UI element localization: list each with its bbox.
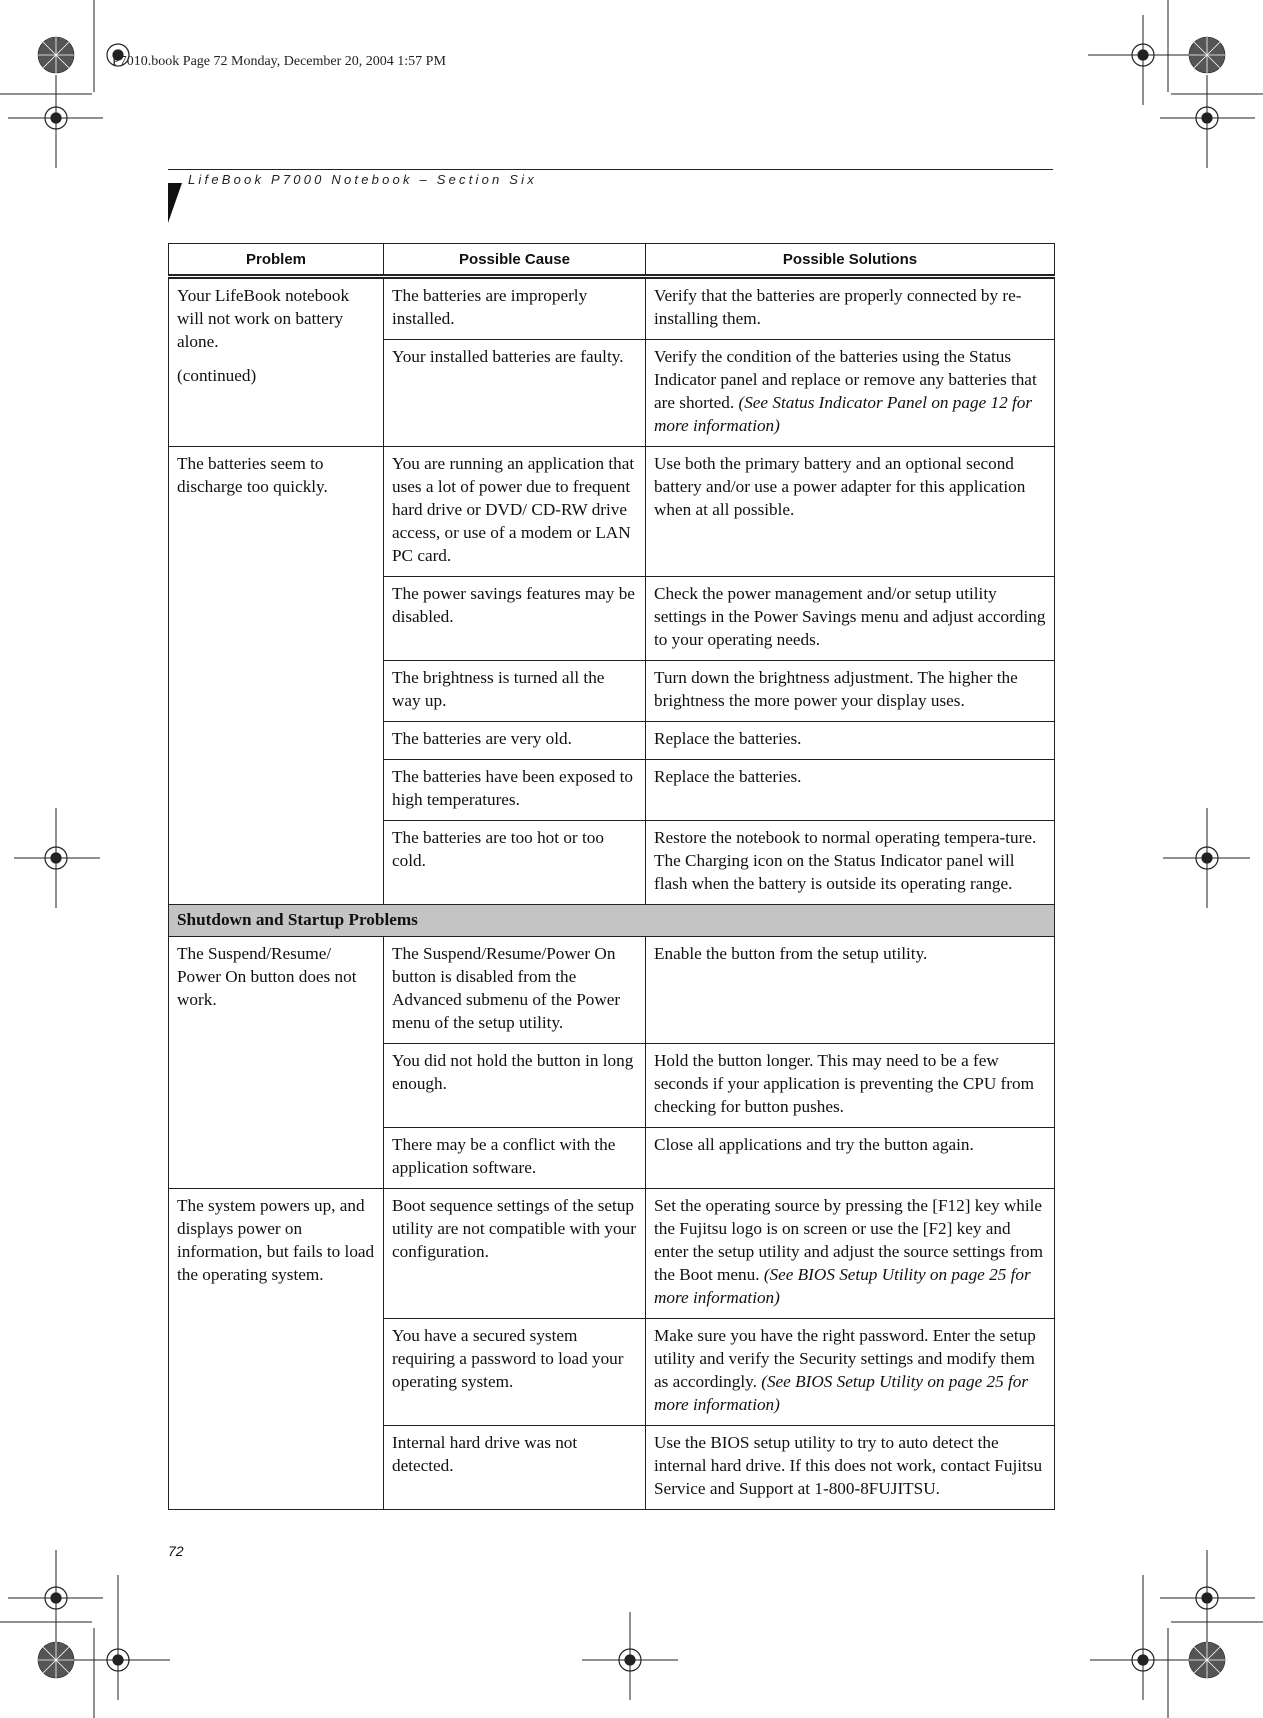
troubleshooting-table (168, 243, 1055, 1510)
cause-cell: The batteries are too hot or too cold. (384, 821, 646, 905)
solution-cell: Enable the button from the setup utility. (646, 937, 1055, 1044)
solution-cell: Verify that the batteries are properly connected by re-installing them. (646, 277, 1055, 340)
solution-cell: Turn down the brightness adjustment. The higher the brightness the more power your display uses. (646, 661, 1055, 722)
table-row (169, 447, 1055, 577)
solution-cell (646, 1319, 1055, 1426)
cause-cell: Internal hard drive was not detected. (384, 1426, 646, 1510)
problem-cell: The Suspend/Resume/ Power On button does not work. (169, 937, 384, 1189)
solution-text: Verify the condition of the batteries using the Status Indicator panel and replace or remove any batteries that are shorted. (654, 347, 1037, 412)
problem-cell: The system powers up, and displays power on information, but fails to load the operating system. (169, 1189, 384, 1510)
solution-cell: Hold the button longer. This may need to be a few seconds if your application is preventing the CPU from checking for button pushes. (646, 1044, 1055, 1128)
header-rule (168, 169, 1053, 170)
header-tab-mark (168, 183, 182, 223)
cause-cell: You are running an application that uses a lot of power due to frequent hard drive or DVD/ CD-RW drive access, or use of a modem or LAN PC card. (384, 447, 646, 577)
header-possible-solutions: Possible Solutions (646, 244, 1055, 277)
cross-reference: (See BIOS Setup Utility on page 25 for more information) (654, 1265, 1031, 1307)
solution-cell: Restore the notebook to normal operating tempera-ture. The Charging icon on the Status Indicator panel will flash when the battery is outside its operating range. (646, 821, 1055, 905)
cause-cell: Your installed batteries are faulty. (384, 340, 646, 447)
solution-cell: Use the BIOS setup utility to try to auto detect the internal hard drive. If this does not work, contact Fujitsu Service and Support at 1-800-8FUJITSU. (646, 1426, 1055, 1510)
solution-text: Make sure you have the right password. Enter the setup utility and verify the Security settings and modify them as accordingly. (654, 1326, 1036, 1391)
cause-cell: There may be a conflict with the application software. (384, 1128, 646, 1189)
cause-cell: The Suspend/Resume/Power On button is disabled from the Advanced submenu of the Power menu of the setup utility. (384, 937, 646, 1044)
running-head: LifeBook P7000 Notebook – Section Six (188, 172, 537, 187)
header-possible-cause: Possible Cause (384, 244, 646, 277)
table-row (169, 1189, 1055, 1319)
solution-text: Set the operating source by pressing the [F12] key while the Fujitsu logo is on screen or use the [F2] key and enter the setup utility and adjust the source settings from the Boot menu. (654, 1196, 1044, 1284)
cause-cell: You did not hold the button in long enough. (384, 1044, 646, 1128)
cause-cell: You have a secured system requiring a password to load your operating system. (384, 1319, 646, 1426)
table-row (169, 937, 1055, 1044)
continued-note: (continued) (177, 366, 257, 385)
solution-cell (646, 340, 1055, 447)
page-number: 72 (168, 1543, 184, 1559)
table-header-row (169, 244, 1055, 277)
cause-cell: The batteries are improperly installed. (384, 277, 646, 340)
table-row (169, 277, 1055, 340)
print-stamp: P7010.book Page 72 Monday, December 20, 2004 1:57 PM (112, 54, 446, 69)
cross-reference: (See BIOS Setup Utility on page 25 for more information) (654, 1372, 1029, 1414)
section-title: Shutdown and Startup Problems (169, 905, 1055, 937)
header-problem: Problem (169, 244, 384, 277)
cause-cell: The power savings features may be disabled. (384, 577, 646, 661)
problem-cell (169, 277, 384, 447)
cause-cell: The batteries have been exposed to high temperatures. (384, 760, 646, 821)
solution-cell: Close all applications and try the button again. (646, 1128, 1055, 1189)
solution-cell: Use both the primary battery and an optional second battery and/or use a power adapter for this application when at all possible. (646, 447, 1055, 577)
problem-cell: The batteries seem to discharge too quickly. (169, 447, 384, 905)
cause-cell: Boot sequence settings of the setup utility are not compatible with your configuration. (384, 1189, 646, 1319)
cross-reference: (See Status Indicator Panel on page 12 for more information) (654, 393, 1033, 435)
solution-cell: Replace the batteries. (646, 760, 1055, 821)
cause-cell: The brightness is turned all the way up. (384, 661, 646, 722)
section-header-row (169, 905, 1055, 937)
solution-cell: Check the power management and/or setup utility settings in the Power Savings menu and adjust according to your operating needs. (646, 577, 1055, 661)
problem-text: Your LifeBook notebook will not work on battery alone. (177, 286, 350, 351)
cause-cell: The batteries are very old. (384, 722, 646, 760)
solution-cell: Replace the batteries. (646, 722, 1055, 760)
solution-cell (646, 1189, 1055, 1319)
